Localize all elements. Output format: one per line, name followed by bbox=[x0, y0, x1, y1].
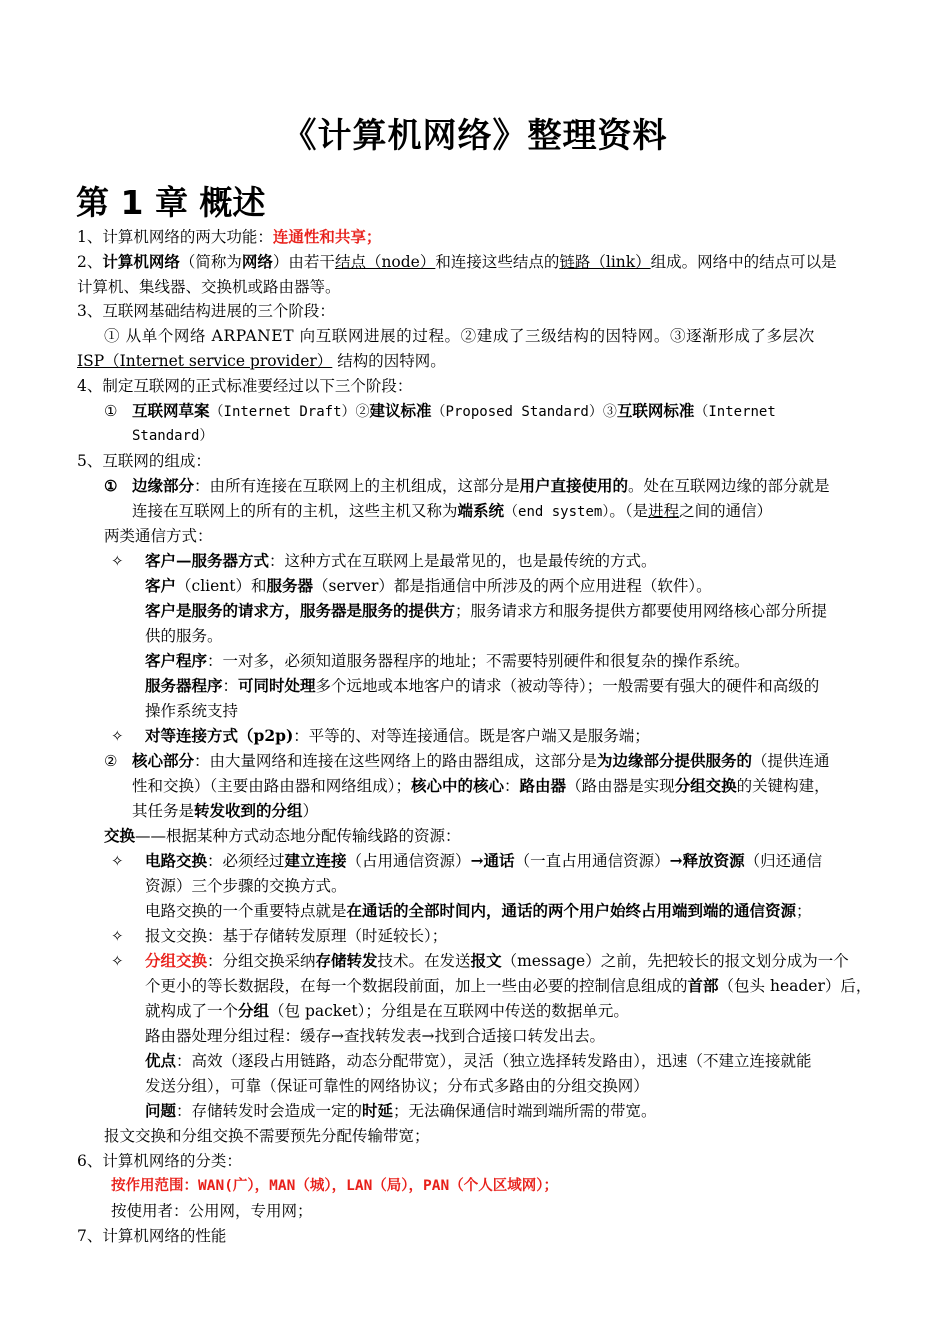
bold-text: 在通话的全部时间内，通话的两个用户始终占用端到端的通信资源 bbox=[346, 901, 797, 920]
line-9: Standard） bbox=[132, 428, 214, 444]
bold-text: →通话 bbox=[470, 851, 515, 870]
text: ）由若干 bbox=[272, 253, 335, 271]
line-13: 两类通信方式： bbox=[104, 527, 213, 545]
line-23 bbox=[132, 776, 830, 796]
text: ；无法确保通信时端到端所需的带宽。 bbox=[393, 1102, 657, 1120]
text: （归还通信 bbox=[744, 852, 823, 870]
text: （路由器是实现 bbox=[566, 777, 675, 795]
text: （包 packet）；分组是在互联网中传送的数据单元。 bbox=[269, 1002, 629, 1020]
text: ； bbox=[796, 902, 812, 920]
bold-text: 转发收到的分组 bbox=[194, 801, 303, 820]
text: 1、计算机网络的两大功能： bbox=[77, 228, 273, 246]
line-33: 路由器处理分组过程：缓存→查找转发表→找到合适接口转发出去。 bbox=[145, 1027, 605, 1045]
bold-text: 边缘部分 bbox=[132, 476, 195, 495]
line-24 bbox=[132, 801, 318, 821]
line-1 bbox=[77, 227, 381, 247]
bold-text: 核心部分 bbox=[132, 751, 195, 770]
line-14 bbox=[145, 551, 657, 571]
line-6 bbox=[77, 351, 446, 371]
diamond-bullet-icon: ✧ bbox=[111, 727, 124, 745]
line-37: 报文交换和分组交换不需要预先分配传输带宽； bbox=[104, 1127, 430, 1145]
bold-text: 端系统 bbox=[457, 501, 505, 520]
line-7: 4、制定互联网的正式标准要经过以下三个阶段： bbox=[77, 377, 413, 395]
text: （提供连通 bbox=[752, 752, 830, 770]
line-21 bbox=[145, 726, 650, 746]
diamond-bullet-icon: ✧ bbox=[111, 927, 124, 945]
bold-text: 路由器 bbox=[519, 776, 567, 795]
highlight-text: 分组交换 bbox=[145, 951, 208, 970]
bold-text: 用户直接使用的 bbox=[519, 476, 629, 495]
chapter-heading: 第 1 章 概述 bbox=[76, 183, 266, 222]
underlined-text: 进程 bbox=[648, 502, 680, 520]
line-32 bbox=[145, 1001, 629, 1021]
text: ：由大量网络和连接在这些网络上的路由器组成，这部分是 bbox=[194, 752, 598, 770]
text: ；服务请求方和服务提供方都要使用网络核心部分所提 bbox=[455, 602, 828, 620]
bold-text: 互联网标准 bbox=[616, 401, 695, 420]
bold-text: 核心中的核心 bbox=[411, 776, 505, 795]
text: ：分组交换采纳 bbox=[207, 952, 316, 970]
line-8 bbox=[132, 401, 776, 422]
line-17: 供的服务。 bbox=[145, 627, 223, 645]
diamond-bullet-icon: ✧ bbox=[111, 852, 124, 870]
underlined-text: 结点（node） bbox=[334, 253, 436, 271]
line-10: 5、互联网的组成： bbox=[77, 452, 211, 470]
bold-text: 服务器 bbox=[266, 576, 314, 595]
underlined-text: ISP（Internet service provider） bbox=[77, 352, 333, 370]
bold-text: 客户 bbox=[145, 576, 177, 595]
text: 技术。在发送 bbox=[377, 952, 471, 970]
bold-text: 为边缘部分提供服务的 bbox=[597, 751, 753, 770]
bold-text: 建议标准 bbox=[369, 401, 432, 420]
text: ：平等的、对等连接通信。既是客户端又是服务端； bbox=[293, 727, 650, 745]
text: ：必须经过 bbox=[207, 852, 285, 870]
bold-text: 电路交换 bbox=[145, 851, 208, 870]
line-31 bbox=[145, 976, 871, 996]
line-22 bbox=[132, 751, 830, 771]
bold-text: 分组 bbox=[238, 1001, 270, 1020]
line-11 bbox=[132, 476, 830, 496]
text: ） bbox=[302, 802, 319, 820]
line-19 bbox=[145, 676, 819, 696]
text: （client）和 bbox=[176, 577, 267, 595]
bold-text: 网络 bbox=[241, 252, 273, 271]
line-15 bbox=[145, 576, 712, 596]
bold-text: 分组交换 bbox=[674, 776, 737, 795]
text: 。处在互联网边缘的部分就是 bbox=[628, 477, 830, 495]
text: 2、 bbox=[77, 253, 103, 271]
text: ： bbox=[222, 677, 239, 695]
text: ：这种方式在互联网上是最常见的，也是最传统的方式。 bbox=[269, 552, 657, 570]
line-28 bbox=[145, 901, 812, 921]
line-27: 资源）三个步骤的交换方式。 bbox=[145, 877, 347, 895]
text: 性和交换）（主要由路由器和网络组成）； bbox=[132, 777, 412, 795]
bold-text: 报文 bbox=[470, 951, 502, 970]
text: （包头 header）后， bbox=[718, 977, 872, 995]
document-title: 《计算机网络》整理资料 bbox=[282, 116, 668, 156]
line-20: 操作系统支持 bbox=[145, 702, 239, 720]
bold-text: 存储转发 bbox=[315, 951, 378, 970]
bold-text: 服务器程序 bbox=[145, 676, 223, 695]
bold-text: 建立连接 bbox=[284, 851, 347, 870]
line-12 bbox=[132, 501, 772, 522]
text: ：一对多，必须知道服务器程序的地址；不需要特别硬件和很复杂的操作系统。 bbox=[207, 652, 750, 670]
bold-text: 计算机网络 bbox=[102, 252, 180, 271]
bold-text: 交换 bbox=[104, 826, 136, 845]
text: 结构的因特网。 bbox=[332, 352, 446, 370]
circled-one-marker: ① bbox=[104, 477, 118, 495]
bold-text: 互联网草案 bbox=[132, 401, 210, 420]
line-40: 按使用者：公用网，专用网； bbox=[111, 1202, 313, 1220]
line-3: 计算机、集线器、交换机或路由器等。 bbox=[77, 278, 341, 296]
text: （Proposed Standard）③ bbox=[431, 404, 617, 420]
text: 其任务是 bbox=[132, 802, 195, 820]
text: 之间的通信） bbox=[679, 502, 773, 520]
text: ：高效（逐段占用链路，动态分配带宽），灵活（独立选择转发路由），迅速（不建立连接就能 bbox=[176, 1052, 812, 1070]
text: （简称为 bbox=[179, 253, 242, 271]
text: ： bbox=[504, 777, 520, 795]
line-5: ① 从单个网络 ARPANET 向互联网进展的过程。②建成了三级结构的因特网。③逐渐形成了多层次 bbox=[104, 327, 815, 345]
text: （end system） bbox=[504, 504, 610, 520]
text: 的关键构建， bbox=[736, 777, 830, 795]
circled-one-marker: ① bbox=[104, 402, 118, 420]
line-36 bbox=[145, 1101, 657, 1121]
text: 多个远地或本地客户的请求（被动等待）；一般需要有强大的硬件和高级的 bbox=[315, 677, 820, 695]
bold-text: 首部 bbox=[687, 976, 719, 995]
text: 就构成了一个 bbox=[145, 1002, 239, 1020]
line-26 bbox=[145, 851, 822, 871]
bold-text: 客户程序 bbox=[145, 651, 208, 670]
text: （占用通信资源） bbox=[346, 852, 471, 870]
text: （Internet Draft）② bbox=[209, 404, 370, 420]
text: 连接在互联网上的所有的主机，这些主机又称为 bbox=[132, 502, 458, 520]
line-25 bbox=[104, 826, 461, 846]
diamond-bullet-icon: ✧ bbox=[111, 952, 124, 970]
text: 个更小的等长数据段，在每一个数据段前面，加上一些由必要的控制信息组成的 bbox=[145, 977, 688, 995]
text: ：由所有连接在互联网上的主机组成，这部分是 bbox=[194, 477, 520, 495]
text: ：存储转发时会造成一定的 bbox=[176, 1102, 363, 1120]
bold-text: 问题 bbox=[145, 1101, 177, 1120]
line-41: 7、计算机网络的性能 bbox=[77, 1227, 227, 1245]
bold-text: 可同时处理 bbox=[238, 676, 316, 695]
text: 电路交换的一个重要特点就是 bbox=[145, 902, 347, 920]
line-29: 报文交换：基于存储转发原理（时延较长）； bbox=[145, 927, 448, 945]
line-35: 发送分组），可靠（保证可靠性的网络协议；分布式多路由的分组交换网） bbox=[145, 1077, 649, 1095]
line-38: 6、计算机网络的分类： bbox=[77, 1152, 242, 1170]
text: ——根据某种方式动态地分配传输线路的资源： bbox=[135, 827, 461, 845]
bold-text: 客户—服务器方式 bbox=[145, 551, 270, 570]
circled-two-marker: ② bbox=[104, 752, 118, 770]
text: （message）之前，先把较长的报文划分成为一个 bbox=[501, 952, 849, 970]
line-30 bbox=[145, 951, 849, 971]
bold-text: 客户是服务的请求方，服务器是服务的提供方 bbox=[145, 601, 456, 620]
diamond-bullet-icon: ✧ bbox=[111, 552, 124, 570]
text: 和连接这些结点的 bbox=[435, 253, 560, 271]
highlight-text: 连通性和共享； bbox=[272, 227, 382, 246]
text: （Internet bbox=[694, 404, 776, 420]
text: 组成。网络中的结点可以是 bbox=[650, 253, 837, 271]
bold-text: 对等连接方式（p2p) bbox=[145, 726, 294, 745]
line-16 bbox=[145, 601, 827, 621]
text: 。（是 bbox=[609, 502, 649, 520]
line-2 bbox=[77, 252, 837, 272]
line-4: 3、互联网基础结构进展的三个阶段： bbox=[77, 302, 335, 320]
line-34 bbox=[145, 1051, 812, 1071]
line-18 bbox=[145, 651, 750, 671]
text: （一直占用通信资源） bbox=[514, 852, 670, 870]
bold-text: →释放资源 bbox=[669, 851, 745, 870]
line-39: 按作用范围：WAN(广），MAN（城），LAN（局），PAN（个人区域网）； bbox=[111, 1178, 558, 1194]
bold-text: 时延 bbox=[362, 1101, 394, 1120]
bold-text: 优点 bbox=[145, 1051, 177, 1070]
underlined-text: 链路（link） bbox=[559, 253, 651, 271]
text: （server）都是指通信中所涉及的两个应用进程（软件）。 bbox=[313, 577, 712, 595]
